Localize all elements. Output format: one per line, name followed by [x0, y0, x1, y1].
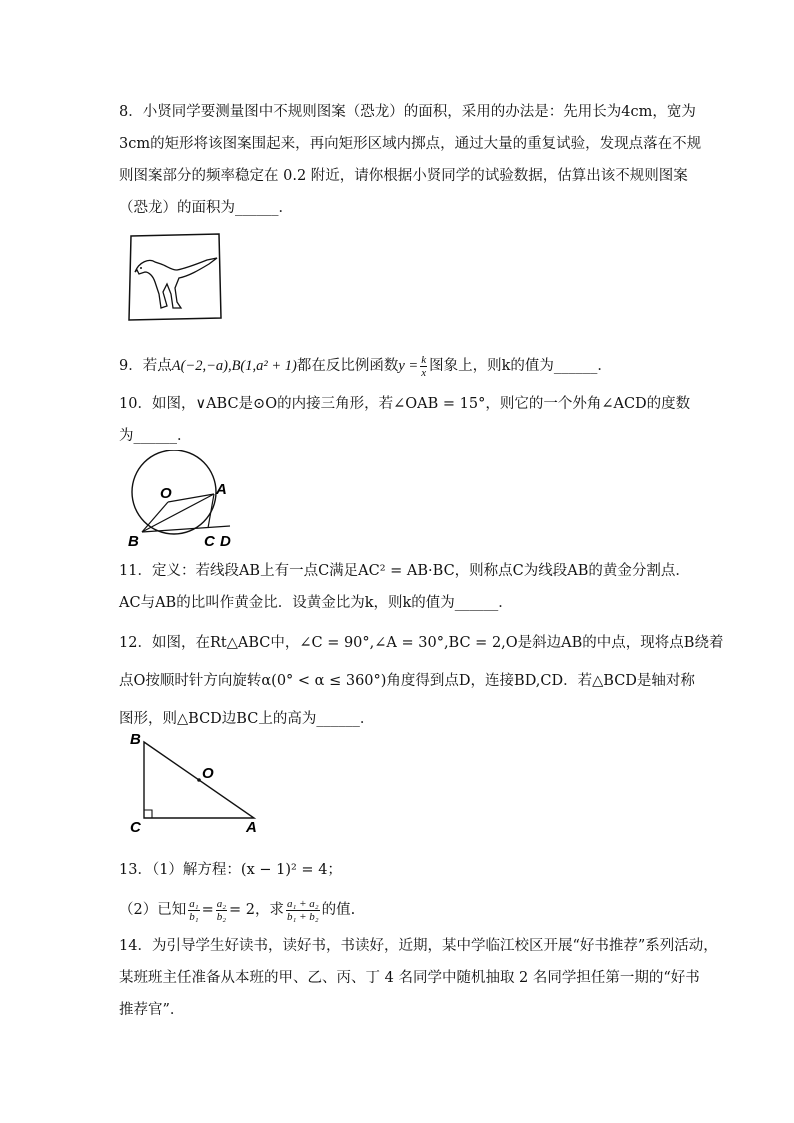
q12-line-2: 点O按顺时针方向旋转α(0° < α ≤ 360°)角度得到点D，连接BD,CD．若△BCD是轴对称 — [119, 673, 695, 689]
q13-fraction-3 — [286, 898, 320, 923]
q13-f2-den: b₂ — [216, 910, 227, 923]
q9-mid: 都在反比例函数 — [296, 358, 399, 374]
circle-o — [132, 450, 216, 534]
question-11 — [119, 555, 690, 619]
q13-f3-num: a₁ + a₂ — [287, 897, 319, 910]
q13-f3-den: b₁ + b₂ — [287, 910, 319, 923]
q12-line-3: 图形，则△BCD边BC上的高为______． — [119, 711, 375, 727]
q13-eq: = — [201, 902, 214, 918]
q13-eq2: = 2，求 — [229, 902, 285, 918]
label-o: O — [160, 485, 172, 502]
q8-line-2: 3cm的矩形将该图案围起来，再向矩形区域内掷点，通过大量的重复试验，发现点落在不规 — [119, 136, 702, 152]
midpoint-o — [197, 778, 201, 782]
q11-line-2: AC与AB的比叫作黄金比．设黄金比为k，则k的值为______． — [119, 595, 513, 611]
q9-prefix: 9．若点 — [119, 358, 172, 374]
question-9 — [119, 350, 679, 382]
label-b2: B — [130, 731, 141, 748]
q13-part-1: 13．（1）解方程：(x − 1)² = 4； — [119, 862, 342, 878]
label-a2: A — [246, 819, 257, 836]
q9-frac-num: k — [421, 353, 427, 366]
q12-line-1: 12．如图，在Rt△ABC中，∠C = 90°,∠A = 30°,BC = 2,O是斜边AB的中点，现将点B绕着 — [119, 635, 724, 651]
q9-points: A(−2,−a),B(1,a² + 1) — [171, 358, 297, 374]
question-10 — [119, 388, 691, 452]
label-c: C — [204, 533, 215, 550]
label-a: A — [216, 481, 227, 498]
label-o2: O — [202, 765, 214, 782]
q10-line-1: 10．如图，∨ABC是⊙O的内接三角形，若∠OAB = 15°，则它的一个外角∠ACD的度数 — [119, 396, 691, 412]
q8-line-3: 则图案部分的频率稳定在 0.2 附近，请你根据小贤同学的试验数据，估算出该不规则图案 — [119, 168, 688, 184]
q13-fraction-2 — [216, 898, 227, 923]
q14-line-1: 14．为引导学生好读书，读好书，书读好，近期，某中学临江校区开展“好书推荐”系列活动， — [119, 938, 718, 954]
q9-func: y = — [398, 358, 419, 374]
q11-line-1: 11．定义：若线段AB上有一点C满足AC² = AB·BC，则称点C为线段AB的黄金分割点． — [119, 563, 690, 579]
question-12 — [119, 624, 724, 738]
dinosaur-figure — [127, 232, 223, 322]
q13-fraction-1 — [188, 898, 199, 923]
circle-figure — [124, 450, 254, 550]
q13-part2-prefix: （2）已知 — [119, 902, 187, 918]
q9-line — [119, 350, 679, 382]
triangle-figure — [128, 728, 268, 838]
q8-line-4: （恐龙）的面积为______． — [119, 200, 293, 216]
right-angle-mark — [144, 810, 152, 818]
q13-f1-num: a₁ — [189, 897, 199, 910]
q13-f2-num: a₂ — [216, 897, 227, 910]
q10-line-2: 为______． — [119, 428, 192, 444]
label-c2: C — [130, 819, 141, 836]
q9-frac-den: x — [421, 366, 427, 379]
question-8 — [119, 96, 702, 224]
segment-ob — [142, 502, 168, 532]
q14-line-2: 某班班主任准备从本班的甲、乙、丙、丁 4 名同学中随机抽取 2 名同学担任第一期的“好书 — [119, 970, 700, 986]
q13-part-2 — [119, 890, 679, 930]
q9-suffix: 图象上，则k的值为______． — [429, 358, 612, 374]
q9-fraction — [420, 354, 427, 379]
q13-f1-den: b₁ — [189, 910, 199, 923]
label-d: D — [220, 533, 231, 550]
label-b: B — [128, 533, 139, 550]
q13-part2-suffix: 的值. — [321, 902, 356, 918]
question-14 — [119, 930, 718, 1026]
question-13 — [119, 850, 679, 930]
segment-ac — [208, 494, 214, 528]
q8-line-1: 8．小贤同学要测量图中不规则图案（恐龙）的面积，采用的办法是：先用长为4cm，宽为 — [119, 104, 696, 120]
q14-line-3: 推荐官”． — [119, 1002, 185, 1018]
